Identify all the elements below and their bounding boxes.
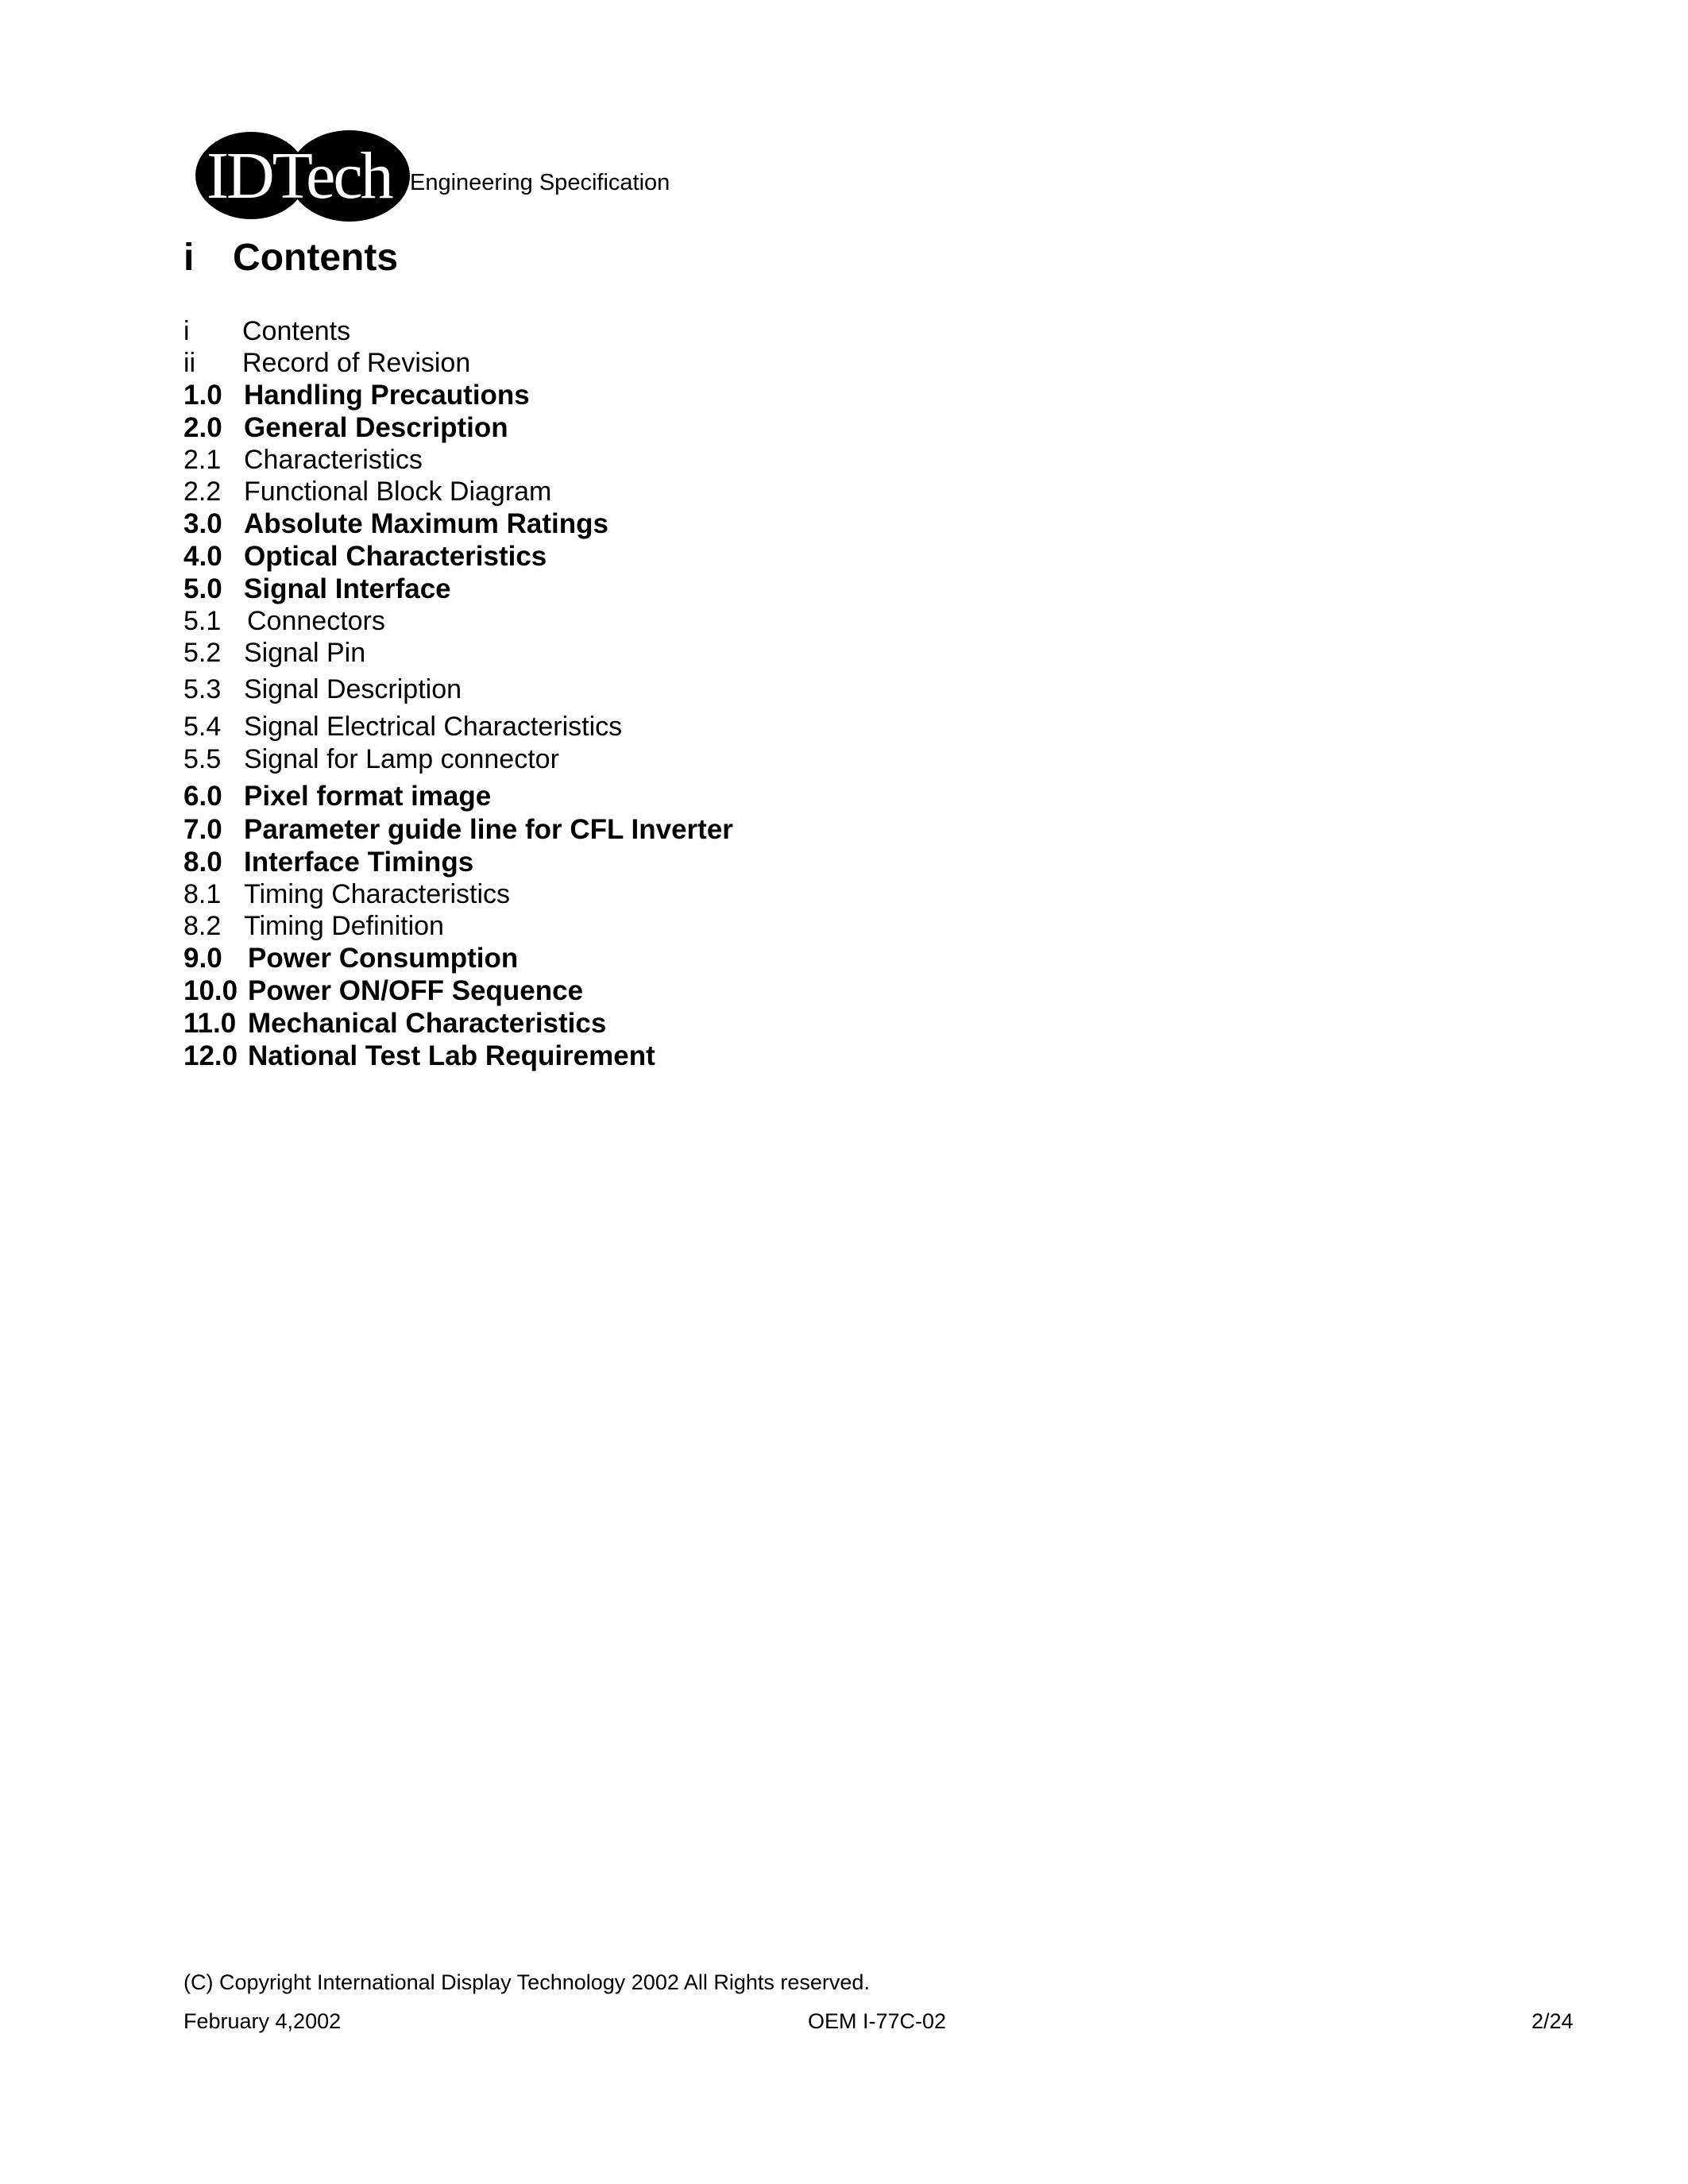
- toc-label: Signal Electrical Characteristics: [244, 712, 623, 742]
- toc-number: 5.2: [183, 638, 222, 668]
- toc-label: Functional Block Diagram: [244, 477, 552, 507]
- toc-number: 10.0: [183, 975, 238, 1006]
- footer-copyright: (C) Copyright International Display Technology 2002 All Rights reserved.: [183, 1970, 870, 1994]
- toc-number: ii: [183, 348, 196, 378]
- footer-date: February 4,2002: [183, 2009, 342, 2033]
- toc-number: 4.0: [183, 541, 222, 572]
- toc-label: Connectors: [247, 606, 385, 636]
- toc-label: Interface Timings: [244, 847, 474, 878]
- toc-label: Absolute Maximum Ratings: [244, 508, 608, 539]
- toc-number: 5.3: [183, 674, 222, 704]
- toc-label: Record of Revision: [242, 348, 471, 378]
- toc-number: 12.0: [183, 1040, 238, 1071]
- toc-number: 6.0: [183, 781, 222, 812]
- toc-number: 2.1: [183, 445, 222, 475]
- toc-number: 1.0: [183, 380, 222, 411]
- toc-label: General Description: [244, 412, 508, 443]
- toc-number: 8.2: [183, 911, 222, 941]
- toc-number: 11.0: [183, 1008, 237, 1039]
- toc-label: Timing Characteristics: [244, 879, 511, 909]
- page-title-number: i: [183, 237, 195, 279]
- toc-label: Power ON/OFF Sequence: [248, 975, 584, 1006]
- toc-label: Signal Description: [244, 674, 462, 704]
- page-title: [183, 234, 398, 282]
- toc-number: 9.0: [183, 943, 222, 974]
- toc-number: 2.0: [183, 412, 222, 443]
- toc-number: 5.1: [183, 606, 222, 636]
- toc-number: 5.0: [183, 573, 222, 604]
- idtech-logo: [195, 130, 410, 222]
- toc-number: 3.0: [183, 508, 222, 539]
- toc-label: Parameter guide line for CFL Inverter: [244, 814, 733, 845]
- toc-number: i: [183, 316, 190, 346]
- toc-number: 8.1: [183, 879, 222, 909]
- toc-label: Handling Precautions: [244, 380, 530, 411]
- logo-text: IDTech: [207, 139, 392, 213]
- toc-label: National Test Lab Requirement: [248, 1040, 655, 1071]
- footer-page-number: 2/24: [1532, 2009, 1574, 2033]
- toc-label: Characteristics: [244, 445, 423, 475]
- toc-label: Signal Interface: [244, 573, 451, 604]
- footer-document-id: OEM I-77C-02: [808, 2009, 947, 2033]
- toc-label: Signal Pin: [244, 638, 366, 668]
- toc-number: 2.2: [183, 477, 222, 507]
- toc-number: 7.0: [183, 814, 222, 845]
- toc-label: Signal for Lamp connector: [244, 744, 559, 774]
- toc-label: Power Consumption: [248, 943, 519, 974]
- page-title-text: Contents: [233, 237, 399, 279]
- toc-label: Optical Characteristics: [244, 541, 547, 572]
- header-subtitle: Engineering Specification: [410, 170, 670, 195]
- toc-number: 5.5: [183, 744, 222, 774]
- toc-label: Contents: [242, 316, 351, 346]
- toc-label: Timing Definition: [244, 911, 444, 941]
- toc-number: 5.4: [183, 712, 222, 742]
- toc-label: Mechanical Characteristics: [248, 1008, 607, 1039]
- toc-number: 8.0: [183, 847, 222, 878]
- toc-label: Pixel format image: [244, 781, 492, 812]
